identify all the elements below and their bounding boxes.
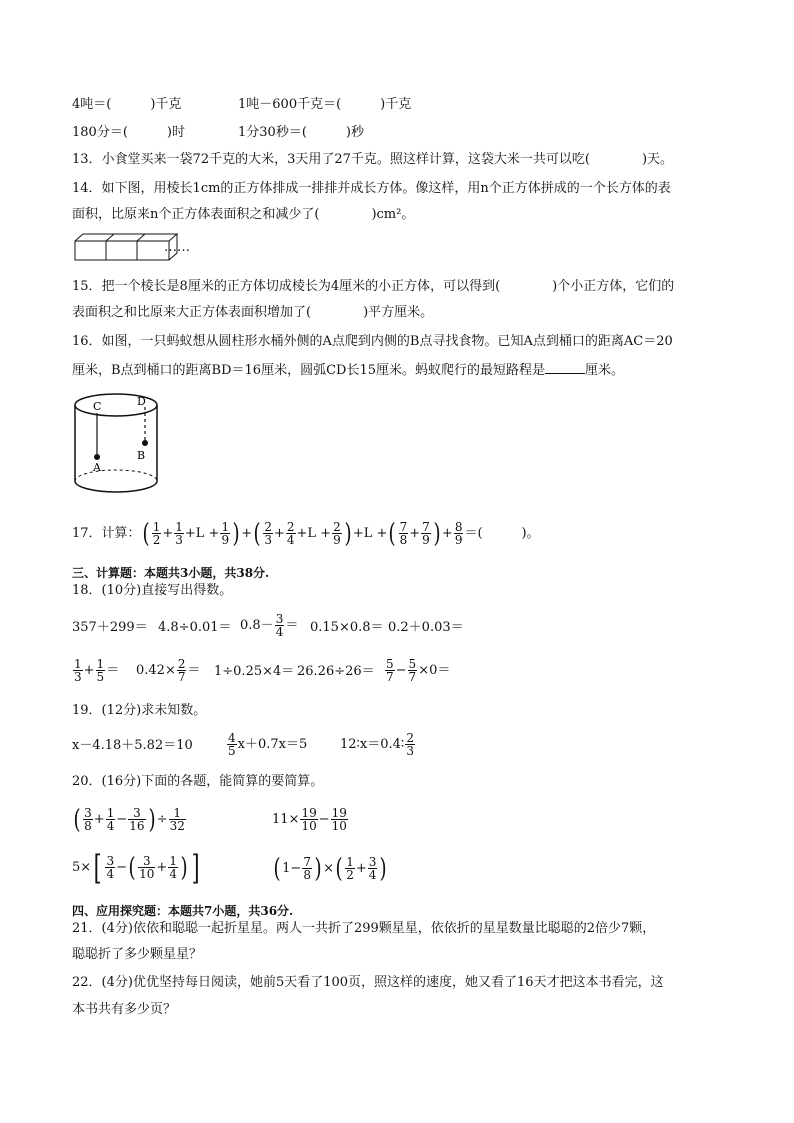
question-17: 17．计算：( $\frac{1}{2}$ + $\frac{1}{3}$ +L + $\frac{1}{9}$ ) +( $\frac{2}{3}$ + $\frac{2}{4}$ +L + $\frac{2}{9}$ ) +L +( $\frac{7}{8}$ + $\frac{7}{9}$ ) + $\frac{8}{9}$ ＝( )。 xyxy=(72,518,540,549)
q18-r2-d: 26.26÷26＝ xyxy=(297,664,375,679)
section-4-heading: 四、应用探究题：本题共7小题，共36分. xyxy=(72,904,294,918)
q20-expr1: ( $\frac{3}{8}$ + $\frac{1}{4}$ − $\frac{3}{16}$ ) ÷ $\frac{1}{32}$ xyxy=(73,804,185,835)
q17-prefix: 17．计算： xyxy=(72,526,141,541)
question-14-line2: 面积，比原来n个正方体表面积之和减少了( )cm²。 xyxy=(72,207,415,222)
label-D: D xyxy=(137,395,146,408)
q19-eq3: 12∶x＝0.4∶ $\frac{2}{3}$ xyxy=(340,731,414,758)
question-13: 13．小食堂买来一袋72千克的大米，3天用了27千克。照这样计算，这袋大米一共可以吃( )天。 xyxy=(72,152,674,167)
label-A: A xyxy=(93,461,101,474)
label-B: B xyxy=(137,449,146,462)
question-15-line2: 表面积之和比原来大正方体表面积增加了( )平方厘米。 xyxy=(72,305,434,320)
question-16-line2 xyxy=(72,361,624,379)
question-14-line1: 14．如下图，用棱长1cm的正方体排成一排排并成长方体。像这样，用n个正方体拼成的一个长方体的表 xyxy=(72,181,671,196)
q20-expr4: ( 1− $\frac{7}{8}$ ) ×( $\frac{1}{2}$ + $\frac{3}{4}$ ) xyxy=(273,853,388,884)
question-22-line2: 本书共有多少页？ xyxy=(72,1002,177,1017)
question-22-line1: 22．(4分)优优坚持每日阅读，她前5天看了100页，照这样的速度，她又看了16天才把这本书看完，这 xyxy=(72,975,664,990)
question-18-title: 18．(10分)直接写出得数。 xyxy=(72,583,233,598)
q19-eq1: x－4.18＋5.82＝10 xyxy=(72,738,193,753)
q18-r2-b: 0.42× $\frac{2}{7}$ ＝ xyxy=(136,657,201,684)
label-C: C xyxy=(93,400,102,413)
unit-line-2b: 1分30秒＝( )秒 xyxy=(238,125,364,140)
section-3-heading: 三、计算题：本题共3小题，共38分. xyxy=(72,566,270,580)
q18-r2-c: 1÷0.25×4＝ xyxy=(214,664,295,679)
q18-r2-e: $\frac{5}{7}$ − $\frac{5}{7}$ ×0＝ xyxy=(386,657,451,684)
ellipsis-dots: …… xyxy=(164,240,190,255)
question-21-line2: 聪聪折了多少颗星星？ xyxy=(72,947,203,962)
question-20-title: 20．(16分)下面的各题，能简算的要简算。 xyxy=(72,774,324,789)
q18-r1-e: 0.2＋0.03＝ xyxy=(388,620,464,635)
q20-expr2: 11× $\frac{19}{10}$ − $\frac{19}{10}$ xyxy=(272,806,347,833)
question-19-title: 19．(12分)求未知数。 xyxy=(72,703,207,718)
question-16-line1: 16．如图，一只蚂蚁想从圆柱形水桶外侧的A点爬到内侧的B点寻找食物。已知A点到桶口的距离AC＝20 xyxy=(72,334,673,349)
q18-r1-a: 357＋299＝ xyxy=(72,620,148,635)
question-16-line2-text: 厘米，B点到桶口的距离BD＝16厘米，圆弧CD长15厘米。蚂蚁爬行的最短路程是 xyxy=(72,363,545,378)
q18-r1-d: 0.15×0.8＝ xyxy=(310,620,384,635)
q18-r2-a: $\frac{1}{3}$ + $\frac{1}{5}$ ＝ xyxy=(74,657,120,684)
question-15-line1: 15．把一个棱长是8厘米的正方体切成棱长为4厘米的小正方体，可以得到( )个小正方体，它们的 xyxy=(72,279,675,294)
answer-blank xyxy=(545,361,585,374)
unit-line-2a: 180分＝( )时 xyxy=(72,125,185,140)
unit-line-1b: 1吨－600千克＝( )千克 xyxy=(238,97,412,112)
unit-line-1a: 4吨＝( )千克 xyxy=(72,97,182,112)
question-21-line1: 21．(4分)依依和聪聪一起折星星。两人一共折了299颗星星，依依折的星星数量比聪聪的2倍少7颗， xyxy=(72,921,656,936)
q18-r1-c: 0.8－ $\frac{3}{4}$ ＝ xyxy=(240,612,299,639)
question-16-unit: 厘米。 xyxy=(584,363,624,378)
q19-eq2: $\frac{4}{5}$ x＋0.7x＝5 xyxy=(228,731,308,758)
q20-expr3: 5×[ $\frac{3}{4}$ −( $\frac{3}{10}$ + $\frac{1}{4}$ ) ] xyxy=(72,847,200,888)
q18-r1-b: 4.8÷0.01＝ xyxy=(158,620,232,635)
cylinder-diagram xyxy=(70,388,165,500)
